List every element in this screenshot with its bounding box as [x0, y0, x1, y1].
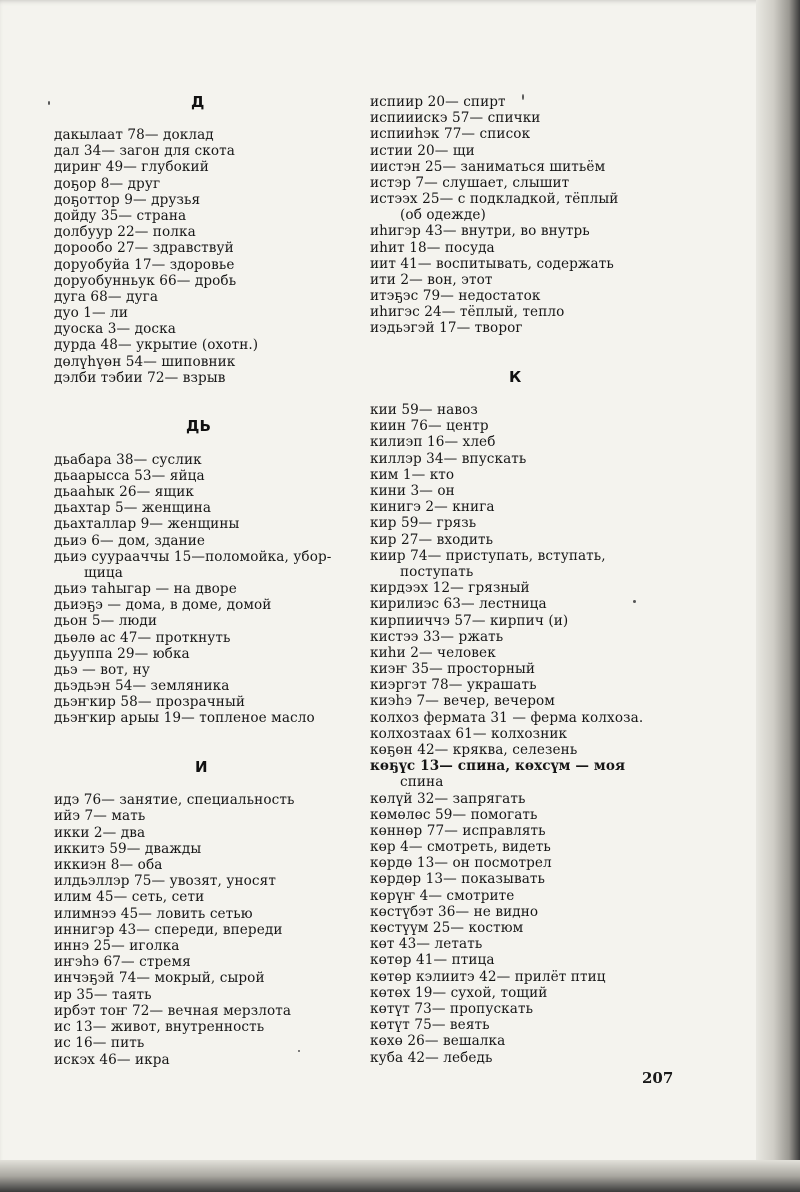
entry: дьахтар 5— женщина: [54, 500, 212, 516]
entry-continuation: поступать: [400, 564, 474, 580]
entry: кир 27— входить: [370, 532, 494, 548]
entry: дьэдьэн 54— земляника: [54, 678, 230, 694]
entry: испиир 20— спирт: [370, 94, 506, 110]
entry: истэр 7— слушает, слышит: [370, 175, 570, 191]
entry: иҥэһэ 67— стремя: [54, 954, 191, 970]
entry: доҕор 8— друг: [54, 176, 161, 192]
entry: кистээ 33— ржать: [370, 629, 504, 645]
entry: доҕоттор 9— друзья: [54, 192, 201, 208]
entry: дьахталлар 9— женщины: [54, 516, 240, 532]
entry: киһи 2— человек: [370, 645, 496, 661]
entry: көтөр кэлиитэ 42— прилёт птиц: [370, 969, 606, 985]
entry-continuation: спина: [400, 774, 444, 790]
section-heading-k: К: [509, 368, 522, 386]
entry: инчэҕэй 74— мокрый, сырой: [54, 970, 265, 986]
entry: көлүй 32— запрягать: [370, 791, 526, 807]
entry: киин 76— центр: [370, 418, 489, 434]
entry: көстүбэт 36— не видно: [370, 904, 539, 920]
entry: дьаарысса 53— яйца: [54, 468, 205, 484]
entry: илдьэллэр 75— увозят, уносят: [54, 873, 276, 889]
entry: иннигэр 43— спереди, впереди: [54, 922, 283, 938]
entry: дьиэ таһыгар — на дворе: [54, 581, 237, 597]
entry: колхозтаах 61— колхозник: [370, 726, 568, 742]
entry: иккиэн 8— оба: [54, 857, 163, 873]
entry: иннэ 25— иголка: [54, 938, 180, 954]
page-number: 207: [642, 1069, 674, 1087]
entry: дорообо 27— здравствуй: [54, 240, 234, 256]
entry: көхө 26— вешалка: [370, 1033, 506, 1049]
entry: көтөх 19— сухой, тощий: [370, 985, 548, 1001]
entry: иистэн 25— заниматься шитьём: [370, 159, 606, 175]
entry: кии 59— навоз: [370, 402, 478, 418]
entry: идэ 76— занятие, специальность: [54, 792, 295, 808]
entry: дьөлө ас 47— проткнуть: [54, 630, 231, 646]
scan-speck: [633, 600, 636, 603]
entry: кир 59— грязь: [370, 515, 477, 531]
entry: дойду 35— страна: [54, 208, 187, 224]
entry: көрүҥ 4— смотрите: [370, 888, 515, 904]
entry: ким 1— кто: [370, 467, 455, 483]
entry: илимнээ 45— ловить сетью: [54, 906, 253, 922]
entry: ийэ 7— мать: [54, 808, 146, 824]
entry: көҕөн 42— кряква, селезень: [370, 742, 578, 758]
entry: дакылаат 78— доклад: [54, 127, 214, 143]
entry: көр 4— смотреть, видеть: [370, 839, 551, 855]
entry: дөлүһүөн 54— шиповник: [54, 354, 236, 370]
entry: доруобунньук 66— дробь: [54, 273, 237, 289]
entry: дьиэ 6— дом, здание: [54, 533, 206, 549]
entry: киир 74— приступать, вступать,: [370, 548, 606, 564]
entry-continuation: (об одежде): [400, 207, 486, 223]
entry: көт 43— летать: [370, 936, 483, 952]
entry: ис 16— пить: [54, 1035, 145, 1051]
entry: киэҥ 35— просторный: [370, 661, 536, 677]
entry: дьэҥкир 58— прозрачный: [54, 694, 246, 710]
entry: ити 2— вон, этот: [370, 272, 493, 288]
entry: дурда 48— укрытие (охотн.): [54, 337, 259, 353]
entry: дьэҥкир арыы 19— топленое масло: [54, 710, 315, 726]
entry: дэлби тэбии 72— взрыв: [54, 370, 226, 386]
entry: көтүт 75— веять: [370, 1017, 490, 1033]
entry: куба 42— лебедь: [370, 1050, 493, 1066]
entry: дьиэҕэ — дома, в доме, домой: [54, 597, 272, 613]
entry: иккитэ 59— дважды: [54, 841, 202, 857]
scan-speck: [522, 94, 524, 100]
entry: икки 2— два: [54, 825, 146, 841]
entry-continuation: щица: [84, 565, 123, 581]
entry: көстүүм 25— костюм: [370, 920, 524, 936]
entry: илим 45— сеть, сети: [54, 889, 205, 905]
entry: киэргэт 78— украшать: [370, 677, 537, 693]
scan-speck: [298, 1050, 300, 1052]
entry: иһит 18— посуда: [370, 240, 495, 256]
entry: көҕүс 13— спина, көхсүм — моя: [370, 758, 626, 774]
section-heading-dj: ДЬ: [186, 417, 211, 435]
scan-speck: [48, 101, 50, 105]
entry: көмөлөс 59— помогать: [370, 807, 538, 823]
entry: ирбэт тоҥ 72— вечная мерзлота: [54, 1003, 292, 1019]
page-edge-bottom: [0, 1160, 800, 1192]
section-heading-d: Д: [191, 93, 205, 111]
entry: көннөр 77— исправлять: [370, 823, 546, 839]
entry: дьэ — вот, ну: [54, 662, 150, 678]
entry: испииһэк 77— список: [370, 126, 531, 142]
entry: көтөр 41— птица: [370, 952, 495, 968]
entry: доруобуйа 17— здоровье: [54, 257, 235, 273]
entry: дьабара 38— суслик: [54, 452, 202, 468]
entry: испииискэ 57— спички: [370, 110, 541, 126]
entry: кини 3— он: [370, 483, 455, 499]
entry: көтүт 73— пропускать: [370, 1001, 534, 1017]
entry: дириҥ 49— глубокий: [54, 159, 209, 175]
entry: кирпииччэ 57— кирпич (и): [370, 613, 569, 629]
entry: дуоска 3— доска: [54, 321, 176, 337]
entry: ис 13— живот, внутренность: [54, 1019, 265, 1035]
entry: иһигэс 24— тёплый, тепло: [370, 304, 565, 320]
entry: иһигэр 43— внутри, во внутрь: [370, 223, 590, 239]
entry: дуо 1— ли: [54, 305, 129, 321]
entry: дуга 68— дуга: [54, 289, 159, 305]
entry: иит 41— воспитывать, содержать: [370, 256, 614, 272]
entry: дал 34— загон для скота: [54, 143, 235, 159]
entry: көрдө 13— он посмотрел: [370, 855, 552, 871]
entry: кирдээх 12— грязный: [370, 580, 530, 596]
entry: ир 35— таять: [54, 987, 152, 1003]
entry: кирилиэс 63— лестница: [370, 596, 547, 612]
entry: көрдөр 13— показывать: [370, 871, 546, 887]
entry: киллэр 34— впускать: [370, 451, 527, 467]
entry: колхоз фермата 31 — ферма колхоза.: [370, 710, 644, 726]
entry: кинигэ 2— книга: [370, 499, 495, 515]
entry: киэһэ 7— вечер, вечером: [370, 693, 555, 709]
entry: дьааһык 26— ящик: [54, 484, 194, 500]
entry: иэдьэгэй 17— творог: [370, 320, 523, 336]
entry: килиэп 16— хлеб: [370, 434, 496, 450]
entry: итэҕэс 79— недостаток: [370, 288, 541, 304]
entry: истии 20— щи: [370, 143, 475, 159]
entry: дьон 5— люди: [54, 613, 158, 629]
section-heading-i: И: [195, 758, 208, 776]
entry: долбуур 22— полка: [54, 224, 196, 240]
entry: искэх 46— икра: [54, 1052, 170, 1068]
entry: дьиэ суурааччы 15—поломойка, убор-: [54, 549, 332, 565]
entry: дьууппа 29— юбка: [54, 646, 190, 662]
entry: истээх 25— с подкладкой, тёплый: [370, 191, 619, 207]
page-edge-right: [756, 0, 800, 1192]
